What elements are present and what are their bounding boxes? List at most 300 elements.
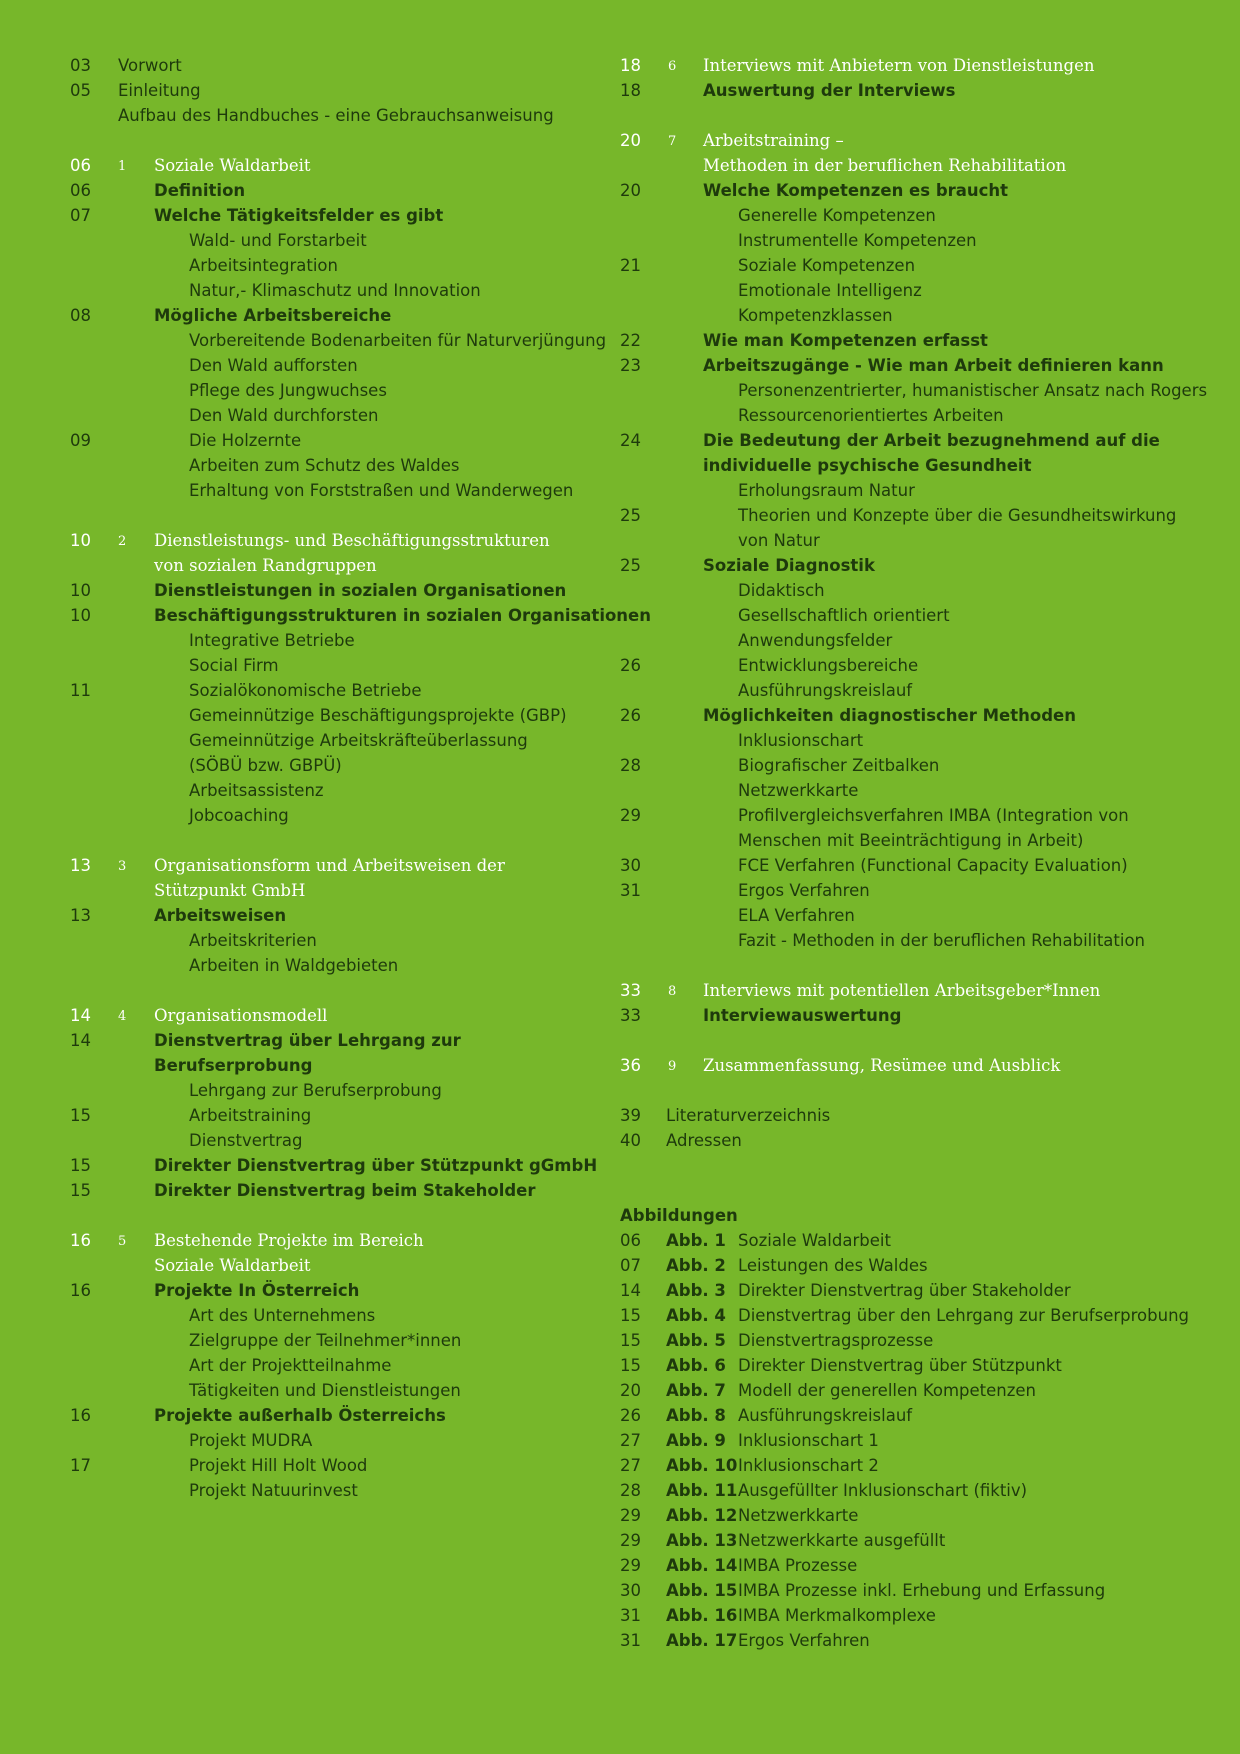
subsection-title: Jobcoaching (189, 806, 289, 825)
toc-entry (70, 1278, 590, 1303)
chapter-title: von sozialen Randgruppen (154, 556, 377, 575)
toc-entry (70, 778, 590, 803)
subsection-title: Inklusionschart (738, 731, 864, 750)
section-title: Auswertung der Interviews (703, 81, 956, 100)
section-title: Berufserprobung (154, 1056, 313, 1075)
section-title: Dienstvertrag über Lehrgang zur (154, 1031, 461, 1050)
subsection-title: Biografischer Zeitbalken (738, 756, 940, 775)
section-title: Arbeitszugänge - Wie man Arbeit definieren kann (703, 356, 1164, 375)
toc-entry (70, 1153, 598, 1178)
subsection-title: Projekt Natuurinvest (189, 1481, 358, 1500)
figure-label: Abb. 8 (666, 1406, 726, 1425)
figure-entry (620, 1578, 1220, 1603)
toc-entry (620, 278, 1220, 303)
figure-label: Abb. 12 (666, 1506, 738, 1525)
toc-entry (70, 453, 590, 478)
toc-entry (70, 653, 590, 678)
toc-entry (70, 1228, 590, 1253)
subsection-title: Gesellschaftlich orientiert (738, 606, 950, 625)
chapter-number: 6 (668, 59, 677, 74)
figure-title: IMBA Prozesse (738, 1556, 858, 1575)
toc-entry (70, 1253, 590, 1278)
figure-page-number: 07 (620, 1256, 641, 1275)
figure-entry (620, 1628, 1220, 1653)
toc-entry (70, 253, 590, 278)
page-number: 33 (620, 981, 641, 1000)
page-number: 09 (70, 431, 91, 450)
toc-entry (70, 678, 590, 703)
figures-list (620, 1203, 1220, 1653)
figure-title: Netzwerkkarte (738, 1506, 859, 1525)
top-level-title: Adressen (666, 1131, 742, 1150)
toc-entry (70, 428, 590, 453)
figure-label: Abb. 1 (666, 1231, 726, 1250)
subsection-title: Vorbereitende Bodenarbeiten für Naturverjüngung (189, 331, 607, 350)
toc-entry (70, 1453, 590, 1478)
figure-title: Ausführungskreislauf (738, 1406, 913, 1425)
chapter-title: Stützpunkt GmbH (154, 881, 306, 900)
subsection-title: Sozialökonomische Betriebe (189, 681, 422, 700)
toc-entry (70, 1078, 590, 1103)
figure-label: Abb. 5 (666, 1331, 726, 1350)
figure-title: Ergos Verfahren (738, 1631, 870, 1650)
page-number: 10 (70, 581, 91, 600)
toc-entry (70, 803, 590, 828)
figure-page-number: 15 (620, 1356, 641, 1375)
toc-entry (620, 703, 1220, 728)
subsection-title: ELA Verfahren (738, 906, 855, 925)
toc-entry (620, 378, 1220, 403)
figure-title: Inklusionschart 1 (738, 1431, 879, 1450)
top-level-title: Aufbau des Handbuches - eine Gebrauchsanweisung (118, 106, 554, 125)
section-title: Mögliche Arbeitsbereiche (154, 306, 392, 325)
subsection-title: (SÖBÜ bzw. GBPÜ) (189, 756, 342, 775)
figure-entry (620, 1478, 1220, 1503)
toc-entry (620, 528, 1220, 553)
figure-title: Ausgefüllter Inklusionschart (fiktiv) (738, 1481, 1028, 1500)
subsection-title: Zielgruppe der Teilnehmer*innen (189, 1331, 462, 1350)
toc-entry (620, 78, 1220, 103)
figure-entry (620, 1378, 1220, 1403)
toc-entry (620, 53, 1220, 78)
figure-page-number: 29 (620, 1531, 641, 1550)
toc-entry (620, 1103, 1220, 1128)
section-title: Welche Kompetenzen es braucht (703, 181, 1009, 200)
page-number: 29 (620, 806, 641, 825)
section-title: Die Bedeutung der Arbeit bezugnehmend auf die (703, 431, 1160, 450)
toc-entry (620, 603, 1220, 628)
chapter-number: 3 (118, 859, 127, 874)
top-level-title: Vorwort (118, 56, 182, 75)
chapter-title: Interviews mit potentiellen Arbeitsgeber*Innen (703, 981, 1101, 1000)
figure-label: Abb. 13 (666, 1531, 738, 1550)
page-number: 14 (70, 1031, 91, 1050)
figure-entry (620, 1603, 1220, 1628)
figure-entry (620, 1228, 1220, 1253)
figure-label: Abb. 6 (666, 1356, 726, 1375)
toc-entry (70, 1378, 590, 1403)
section-title: Beschäftigungsstrukturen in sozialen Organisationen (154, 606, 651, 625)
subsection-title: Profilvergleichsverfahren IMBA (Integration von (738, 806, 1129, 825)
page-number: 17 (70, 1456, 91, 1475)
subsection-title: Erhaltung von Forststraßen und Wanderwegen (189, 481, 574, 500)
subsection-title: Emotionale Intelligenz (738, 281, 922, 300)
section-title: Interviewauswertung (703, 1006, 902, 1025)
page-number: 25 (620, 556, 641, 575)
figure-label: Abb. 14 (666, 1556, 738, 1575)
figure-page-number: 31 (620, 1606, 641, 1625)
subsection-title: Art des Unternehmens (189, 1306, 376, 1325)
figure-entry (620, 1453, 1220, 1478)
figure-label: Abb. 2 (666, 1256, 726, 1275)
figure-label: Abb. 16 (666, 1606, 738, 1625)
toc-entry (620, 228, 1220, 253)
toc-entry (620, 1003, 1220, 1028)
toc-entry (620, 353, 1220, 378)
toc-entry (70, 553, 590, 578)
toc-entry (620, 428, 1220, 453)
figure-page-number: 15 (620, 1306, 641, 1325)
toc-entry (620, 203, 1220, 228)
section-title: Arbeitsweisen (154, 906, 287, 925)
toc-entry (620, 903, 1220, 928)
figure-entry (620, 1353, 1220, 1378)
figure-page-number: 14 (620, 1281, 641, 1300)
toc-entry (620, 578, 1220, 603)
chapter-title: Organisationsmodell (154, 1006, 328, 1025)
toc-entry (70, 1478, 590, 1503)
toc-entry (70, 1028, 590, 1053)
chapter-title: Organisationsform und Arbeitsweisen der (154, 856, 505, 875)
figure-label: Abb. 9 (666, 1431, 726, 1450)
toc-entry (70, 753, 590, 778)
subsection-title: Soziale Kompetenzen (738, 256, 916, 275)
subsection-title: Didaktisch (738, 581, 825, 600)
page-number: 14 (70, 1006, 91, 1025)
figure-page-number: 15 (620, 1331, 641, 1350)
toc-entry (70, 703, 590, 728)
toc-entry (70, 1353, 590, 1378)
figure-title: Direkter Dienstvertrag über Stakeholder (738, 1281, 1071, 1300)
page-number: 13 (70, 906, 91, 925)
page-number: 26 (620, 706, 641, 725)
toc-entry (70, 928, 590, 953)
toc-entry (70, 478, 590, 503)
figure-page-number: 28 (620, 1481, 641, 1500)
figure-title: Inklusionschart 2 (738, 1456, 879, 1475)
figure-entry (620, 1253, 1220, 1278)
toc-entry (70, 1328, 590, 1353)
toc-entry (620, 1053, 1220, 1078)
page-number: 16 (70, 1281, 91, 1300)
subsection-title: Menschen mit Beeinträchtigung in Arbeit) (738, 831, 1084, 850)
page-number: 18 (620, 56, 641, 75)
page-number: 13 (70, 856, 91, 875)
figure-items (620, 1228, 1220, 1653)
subsection-title: Ergos Verfahren (738, 881, 870, 900)
figure-entry (620, 1403, 1220, 1428)
subsection-title: Gemeinnützige Beschäftigungsprojekte (GBP) (189, 706, 567, 725)
figure-entry (620, 1278, 1220, 1303)
toc-entry (70, 378, 590, 403)
page-number: 20 (620, 181, 641, 200)
subsection-title: Arbeitsassistenz (189, 781, 324, 800)
subsection-title: Projekt MUDRA (189, 1431, 313, 1450)
toc-entry (620, 553, 1220, 578)
toc-entry (70, 728, 590, 753)
page-number: 05 (70, 81, 91, 100)
section-title: Wie man Kompetenzen erfasst (703, 331, 988, 350)
figure-entry (620, 1428, 1220, 1453)
page-number: 25 (620, 506, 641, 525)
page-number: 11 (70, 681, 91, 700)
figure-label: Abb. 7 (666, 1381, 726, 1400)
toc-entry (620, 403, 1220, 428)
figure-label: Abb. 15 (666, 1581, 738, 1600)
section-title: individuelle psychische Gesundheit (703, 456, 1032, 475)
subsection-title: FCE Verfahren (Functional Capacity Evaluation) (738, 856, 1128, 875)
figure-entry (620, 1328, 1220, 1353)
chapter-title: Zusammenfassung, Resümee und Ausblick (703, 1056, 1061, 1075)
toc-entry (620, 328, 1220, 353)
page-number: 15 (70, 1181, 91, 1200)
toc-entry (70, 953, 590, 978)
top-level-title: Literaturverzeichnis (666, 1106, 831, 1125)
toc-entry (620, 153, 1220, 178)
toc-entry (70, 153, 590, 178)
section-title: Direkter Dienstvertrag über Stützpunkt gGmbH (154, 1156, 598, 1175)
section-title: Projekte außerhalb Österreichs (154, 1406, 446, 1425)
toc-entry (620, 828, 1220, 853)
subsection-title: Arbeitskriterien (189, 931, 317, 950)
toc-right-column (620, 53, 1220, 1653)
toc-entry (620, 878, 1220, 903)
figure-title: Dienstvertragsprozesse (738, 1331, 934, 1350)
page-number: 40 (620, 1131, 641, 1150)
toc-entry (70, 1303, 590, 1328)
subsection-title: Fazit - Methoden in der beruflichen Rehabilitation (738, 931, 1146, 950)
toc-entry (70, 303, 590, 328)
chapter-title: Arbeitstraining – (703, 131, 844, 150)
page-number: 28 (620, 756, 641, 775)
figure-entry (620, 1303, 1220, 1328)
toc-entry (620, 803, 1220, 828)
toc-entry (70, 403, 590, 428)
toc-entry (70, 353, 590, 378)
page-number: 10 (70, 606, 91, 625)
figure-page-number: 20 (620, 1381, 641, 1400)
figure-label: Abb. 11 (666, 1481, 738, 1500)
toc-entry (620, 128, 1220, 153)
toc-entry (620, 628, 1220, 653)
toc-entry (70, 603, 651, 628)
figure-page-number: 30 (620, 1581, 641, 1600)
subsection-title: Generelle Kompetenzen (738, 206, 936, 225)
section-title: Möglichkeiten diagnostischer Methoden (703, 706, 1076, 725)
figure-title: Direkter Dienstvertrag über Stützpunkt (738, 1356, 1062, 1375)
toc-entry (620, 928, 1220, 953)
subsection-title: Netzwerkkarte (738, 781, 859, 800)
chapter-number: 9 (668, 1059, 677, 1074)
subsection-title: Natur,- Klimaschutz und Innovation (189, 281, 481, 300)
figure-label: Abb. 17 (666, 1631, 738, 1650)
toc-entry (70, 1053, 590, 1078)
page-number: 06 (70, 181, 91, 200)
figure-page-number: 31 (620, 1631, 641, 1650)
figure-title: Leistungen des Waldes (738, 1256, 928, 1275)
toc-entry (70, 78, 590, 103)
page-number: 21 (620, 256, 641, 275)
chapter-title: Soziale Waldarbeit (154, 156, 311, 175)
subsection-title: Kompetenzklassen (738, 306, 893, 325)
toc-entry (70, 328, 607, 353)
toc-entry (70, 1428, 590, 1453)
toc-entry (70, 203, 590, 228)
subsection-title: Art der Projektteilnahme (189, 1356, 392, 1375)
subsection-title: Anwendungsfelder (738, 631, 893, 650)
subsection-title: Wald- und Forstarbeit (189, 231, 367, 250)
subsection-title: Personenzentrierter, humanistischer Ansatz nach Rogers (738, 381, 1208, 400)
chapter-number: 7 (668, 134, 677, 149)
chapter-title: Methoden in der beruflichen Rehabilitation (703, 156, 1067, 175)
subsection-title: Theorien und Konzepte über die Gesundheitswirkung (738, 506, 1177, 525)
toc-entry (70, 53, 590, 78)
chapter-title: Bestehende Projekte im Bereich (154, 1231, 424, 1250)
subsection-title: Arbeitstraining (189, 1106, 312, 1125)
section-title: Dienstleistungen in sozialen Organisationen (154, 581, 567, 600)
page-number: 06 (70, 156, 91, 175)
figure-title: IMBA Merkmalkomplexe (738, 1606, 936, 1625)
figure-page-number: 26 (620, 1406, 641, 1425)
toc-entry (70, 1003, 590, 1028)
chapter-title: Interviews mit Anbietern von Dienstleistungen (703, 56, 1095, 75)
toc-entry (620, 978, 1220, 1003)
page-number: 18 (620, 81, 641, 100)
section-title: Soziale Diagnostik (703, 556, 875, 575)
page-number: 23 (620, 356, 641, 375)
toc-entry (70, 1178, 590, 1203)
figure-entry (620, 1503, 1220, 1528)
subsection-title: Die Holzernte (189, 431, 302, 450)
figure-title: Netzwerkkarte ausgefüllt (738, 1531, 946, 1550)
toc-entry (70, 578, 590, 603)
page-number: 03 (70, 56, 91, 75)
page-number: 26 (620, 656, 641, 675)
toc-right-entries (620, 53, 1220, 1153)
subsection-title: Dienstvertrag (189, 1131, 303, 1150)
page-number: 15 (70, 1106, 91, 1125)
page-number: 15 (70, 1156, 91, 1175)
page-number: 39 (620, 1106, 641, 1125)
chapter-number: 8 (668, 984, 677, 999)
page-number: 31 (620, 881, 641, 900)
toc-entry (620, 778, 1220, 803)
page-number: 22 (620, 331, 641, 350)
page-number: 33 (620, 1006, 641, 1025)
subsection-title: von Natur (738, 531, 820, 550)
toc-entry (620, 1128, 1220, 1153)
toc-entry (70, 1103, 590, 1128)
toc-entry (70, 278, 590, 303)
page-number: 07 (70, 206, 91, 225)
figure-title: Modell der generellen Kompetenzen (738, 1381, 1036, 1400)
page-number: 16 (70, 1231, 91, 1250)
figure-label: Abb. 3 (666, 1281, 726, 1300)
toc-entry (620, 453, 1220, 478)
page-number: 16 (70, 1406, 91, 1425)
toc-entry (620, 653, 1220, 678)
figure-entry (620, 1528, 1220, 1553)
subsection-title: Integrative Betriebe (189, 631, 355, 650)
figure-entry (620, 1553, 1220, 1578)
page-number: 30 (620, 856, 641, 875)
subsection-title: Erholungsraum Natur (738, 481, 915, 500)
toc-entry (70, 1128, 590, 1153)
section-title: Direkter Dienstvertrag beim Stakeholder (154, 1181, 536, 1200)
toc-entry (620, 853, 1220, 878)
section-title: Definition (154, 181, 246, 200)
page-number: 08 (70, 306, 91, 325)
page-number: 20 (620, 131, 641, 150)
figure-page-number: 06 (620, 1231, 641, 1250)
subsection-title: Pflege des Jungwuchses (189, 381, 387, 400)
chapter-title: Soziale Waldarbeit (154, 1256, 311, 1275)
toc-entry (70, 853, 590, 878)
figure-label: Abb. 10 (666, 1456, 738, 1475)
subsection-title: Ausführungskreislauf (738, 681, 913, 700)
toc-entry (620, 728, 1220, 753)
chapter-number: 4 (118, 1009, 127, 1024)
page-number: 36 (620, 1056, 641, 1075)
toc-entry (70, 1403, 590, 1428)
chapter-title: Dienstleistungs- und Beschäftigungsstrukturen (154, 531, 550, 550)
figure-label: Abb. 4 (666, 1306, 726, 1325)
toc-entry (70, 178, 590, 203)
toc-entry (620, 478, 1220, 503)
chapter-number: 1 (118, 159, 127, 174)
toc-entry (620, 253, 1220, 278)
toc-entry (620, 178, 1220, 203)
toc-entry (70, 228, 590, 253)
section-title: Projekte In Österreich (154, 1281, 360, 1300)
subsection-title: Projekt Hill Holt Wood (189, 1456, 368, 1475)
chapter-number: 2 (118, 534, 127, 549)
subsection-title: Arbeitsintegration (189, 256, 338, 275)
chapter-number: 5 (118, 1234, 127, 1249)
toc-entry (70, 628, 590, 653)
figure-title: Soziale Waldarbeit (738, 1231, 891, 1250)
top-level-title: Einleitung (118, 81, 201, 100)
toc-entry (70, 103, 590, 128)
subsection-title: Den Wald aufforsten (189, 356, 358, 375)
figure-page-number: 27 (620, 1456, 641, 1475)
subsection-title: Den Wald durchforsten (189, 406, 379, 425)
toc-entry (70, 903, 590, 928)
subsection-title: Lehrgang zur Berufserprobung (189, 1081, 442, 1100)
figure-page-number: 27 (620, 1431, 641, 1450)
figure-title: IMBA Prozesse inkl. Erhebung und Erfassung (738, 1581, 1106, 1600)
section-title: Welche Tätigkeitsfelder es gibt (154, 206, 444, 225)
toc-entry (620, 303, 1220, 328)
toc-entry (620, 753, 1220, 778)
figure-page-number: 29 (620, 1506, 641, 1525)
toc-entry (70, 878, 590, 903)
subsection-title: Instrumentelle Kompetenzen (738, 231, 977, 250)
figure-page-number: 29 (620, 1556, 641, 1575)
subsection-title: Entwicklungsbereiche (738, 656, 919, 675)
toc-entry (70, 528, 590, 553)
figures-heading: Abbildungen (620, 1206, 738, 1225)
